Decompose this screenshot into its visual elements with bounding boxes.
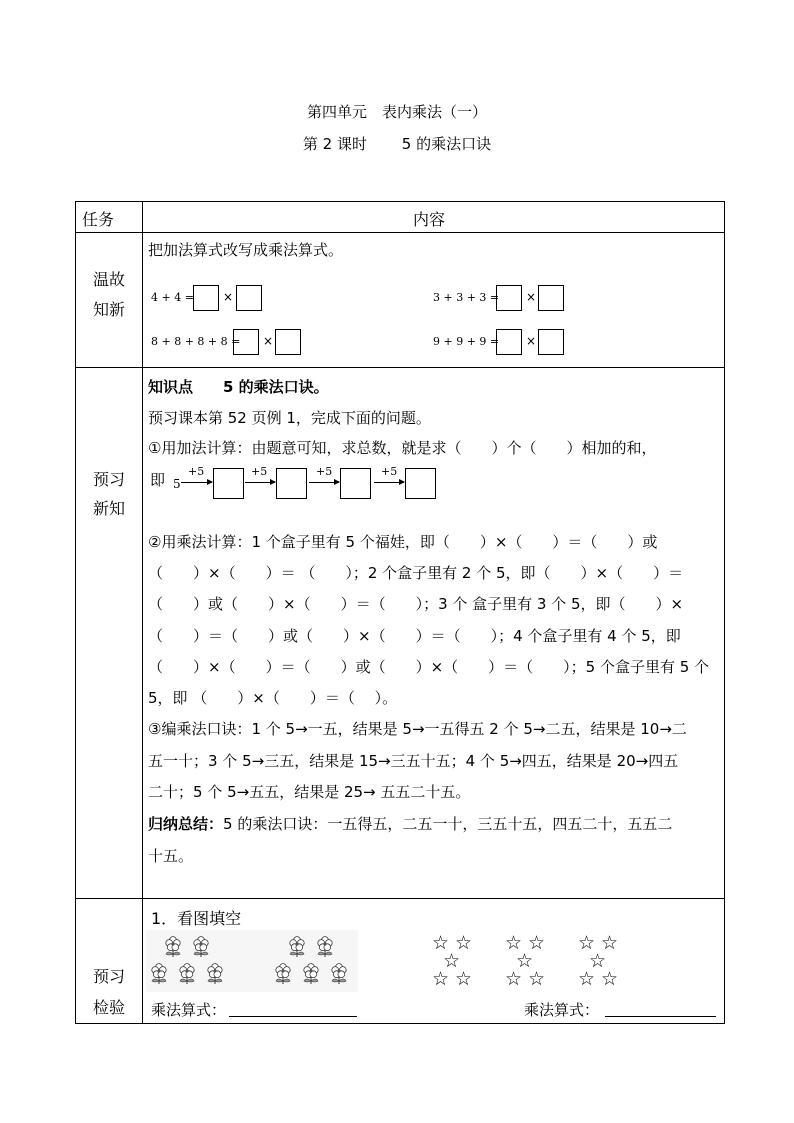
star-icon: ☆ [578, 932, 596, 954]
review-label-line2: 知新 [92, 300, 125, 319]
star-icon: ☆ [455, 932, 473, 954]
review-label-line1: 温故 [92, 270, 125, 289]
summary-line-2: 十五。 [148, 847, 194, 865]
step-label: +5 [381, 465, 398, 478]
answer-box[interactable] [538, 329, 564, 355]
summary-text: 5 的乘法口诀：一五得五，二五一十，三五十五，四五二十，五五二 [223, 815, 673, 833]
step-label: +5 [316, 465, 333, 478]
answer-box[interactable] [538, 285, 564, 311]
formula-label-left: 乘法算式： [151, 1001, 227, 1019]
lesson-title: 第 2 课时 5 的乘法口诀 [302, 135, 492, 153]
answer-box[interactable] [496, 329, 522, 355]
arrow [374, 482, 404, 483]
question-3-line: 五一十；3 个 5→三五，结果是 15→三五十五；4 个 5→四五，结果是 20→四五 [148, 752, 679, 770]
table-border-right [724, 201, 725, 1024]
arrow [309, 482, 339, 483]
star-icon: ☆ [601, 968, 619, 990]
question-1: ①用加法计算：由题意可知，求总数，就是求（ ）个（ ）相加的和， [148, 439, 657, 457]
star-icon: ☆ [432, 968, 450, 990]
times-sign: × [526, 290, 537, 304]
question-2-line: （ ）×（ ）＝ （ ）；2 个盒子里有 2 个 5，即（ ）×（ ）＝ [148, 564, 684, 582]
star-icon: ☆ [589, 950, 607, 972]
column-header-content: 内容 [413, 210, 446, 229]
answer-box[interactable] [233, 329, 259, 355]
preview-label-line2: 新知 [92, 499, 125, 518]
formula-blank-left[interactable] [229, 1016, 357, 1017]
star-icon: ☆ [443, 950, 461, 972]
column-header-task: 任务 [82, 210, 115, 229]
times-sign: × [526, 334, 537, 348]
question-3-line: 二十；5 个 5→五五，结果是 25→ 五五二十五。 [148, 783, 471, 801]
row-divider [75, 367, 725, 368]
expression: 4 + 4 = [151, 291, 194, 304]
star-icon: ☆ [516, 950, 534, 972]
step-label: +5 [188, 465, 205, 478]
table-border-bottom [75, 1023, 725, 1024]
times-sign: × [263, 334, 274, 348]
summary-label: 归纳总结： [148, 815, 224, 833]
knowledge-point: 知识点 5 的乘法口诀。 [148, 378, 329, 396]
answer-box[interactable] [340, 468, 371, 499]
unit-title: 第四单元 表内乘法（一） [306, 103, 487, 121]
star-icon: ☆ [432, 932, 450, 954]
answer-box[interactable] [236, 285, 262, 311]
formula-label-right: 乘法算式： [524, 1001, 600, 1019]
question-3-line: ③编乘法口诀：1 个 5→一五，结果是 5→一五得五 2 个 5→二五，结果是 10→二 [148, 720, 687, 738]
times-sign: × [223, 290, 234, 304]
row-divider [75, 898, 725, 899]
question-2-line: 5，即 （ ）×（ ）＝（ ）。 [148, 689, 398, 707]
answer-box[interactable] [275, 329, 301, 355]
question-2-line: （ ）＝（ ）或（ ）×（ ）＝（ ）；4 个盒子里有 4 个 5，即 [148, 627, 681, 645]
check-question-title: 1．看图填空 [151, 909, 242, 928]
table-border-top [75, 201, 725, 202]
question-2-line: ②用乘法计算：1 个盒子里有 5 个福娃，即（ ）×（ ）＝（ ）或 [148, 533, 658, 551]
arrow [245, 482, 275, 483]
expression: 3 + 3 + 3 = [433, 291, 500, 304]
star-icon: ☆ [528, 932, 546, 954]
column-divider [142, 201, 143, 1024]
expression: 9 + 9 + 9 = [433, 335, 500, 348]
start-number: 5 [173, 477, 181, 491]
preview-label-line1: 预习 [92, 470, 125, 489]
check-label-line2: 检验 [92, 998, 125, 1017]
expression: 8 + 8 + 8 + 8 = [151, 335, 241, 348]
review-instruction: 把加法算式改写成乘法算式。 [148, 241, 344, 259]
answer-box[interactable] [213, 468, 244, 499]
answer-box[interactable] [193, 285, 219, 311]
star-icon: ☆ [455, 968, 473, 990]
table-border-left [75, 201, 76, 1024]
star-icon: ☆ [505, 932, 523, 954]
formula-blank-right[interactable] [605, 1016, 716, 1017]
flower-picture [146, 930, 358, 992]
star-icon: ☆ [505, 968, 523, 990]
table-header-divider [75, 232, 725, 233]
star-icon: ☆ [601, 932, 619, 954]
summary-line [148, 813, 672, 834]
step-label: +5 [251, 465, 268, 478]
answer-box[interactable] [405, 468, 436, 499]
answer-box[interactable] [276, 468, 307, 499]
star-icon: ☆ [578, 968, 596, 990]
answer-box[interactable] [496, 285, 522, 311]
star-icon: ☆ [528, 968, 546, 990]
question-2-line: （ ）×（ ）＝（ ）或（ ）×（ ）＝（ ）；5 个盒子里有 5 个 [148, 658, 710, 676]
question-2-line: （ ）或（ ）×（ ）＝（ ）；3 个 盒子里有 3 个 5，即（ ）× [148, 595, 684, 613]
ji-label: 即 [150, 471, 166, 489]
check-label-line1: 预习 [92, 967, 125, 986]
preview-intro: 预习课本第 52 页例 1，完成下面的问题。 [148, 409, 431, 427]
arrow [181, 482, 212, 483]
